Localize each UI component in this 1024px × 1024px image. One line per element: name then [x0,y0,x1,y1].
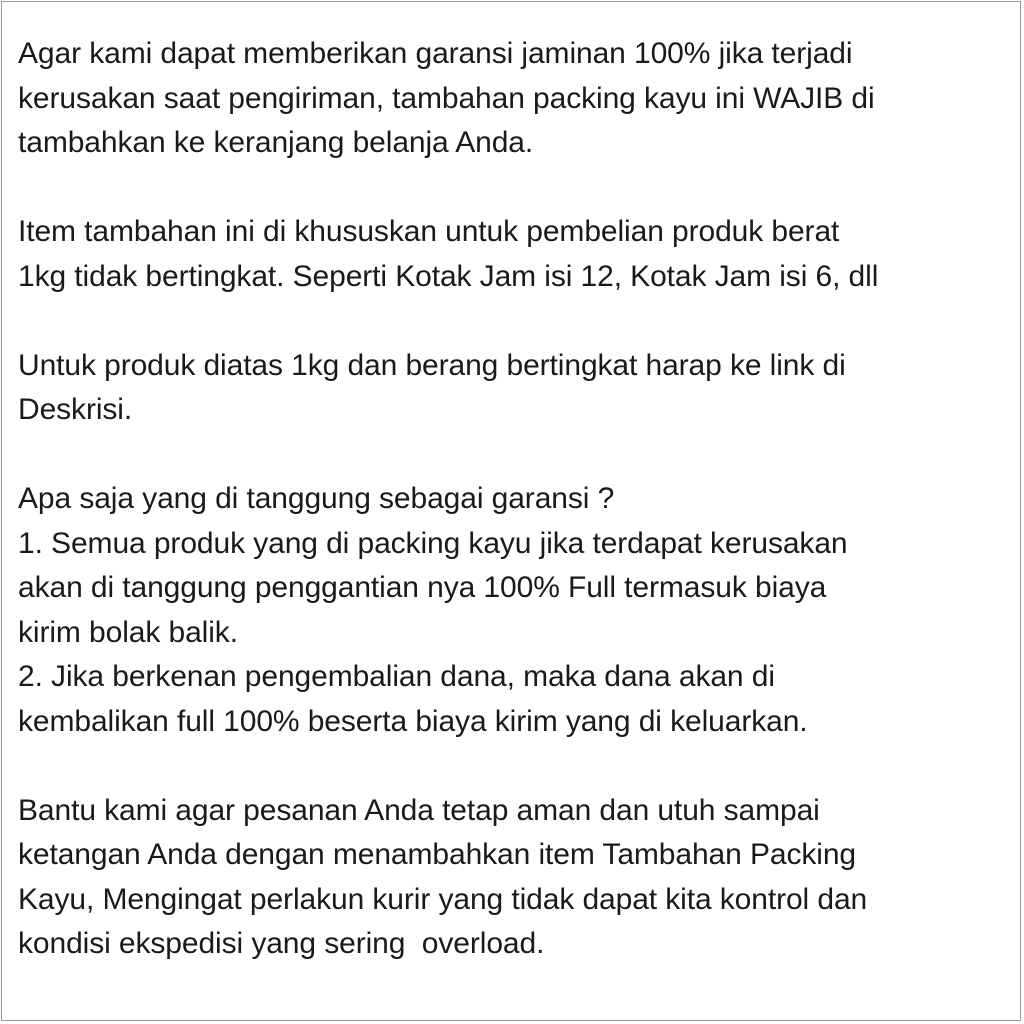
paragraph-spacer [18,299,1018,344]
paragraph-spacer [18,166,1018,211]
text-line: Bantu kami agar pesanan Anda tetap aman dan utuh sampai [18,793,820,827]
text-line: Agar kami dapat memberikan garansi jaminan 100% jika terjadi [18,37,853,70]
text-line: Apa saja yang di tanggung sebagai garansi ? [18,482,615,515]
text-line: 1kg tidak bertingkat. Seperti Kotak Jam isi 12, Kotak Jam isi 6, dll [18,259,879,293]
text-line: kembalikan full 100% beserta biaya kirim yang di keluarkan. [18,704,808,738]
text-line: 1. Semua produk yang di packing kayu jika terdapat kerusakan [18,526,848,560]
paragraph-spacer [18,433,1018,478]
document-frame [1,1,1021,1021]
text-line: kondisi ekspedisi yang sering overload. [18,927,545,960]
paragraph-heavy-products [18,344,1018,433]
text-line: kerusakan saat pengiriman, tambahan packing kayu ini WAJIB di [18,81,875,115]
text-line: Kayu, Mengingat perlakun kurir yang tidak dapat kita kontrol dan [18,882,868,916]
paragraph-warranty-coverage [18,477,1018,744]
paragraph-spacer [18,744,1018,789]
paragraph-guarantee-intro [18,32,1018,166]
text-line: Item tambahan ini di khususkan untuk pembelian produk berat [18,215,840,248]
text-line: ketangan Anda dengan menambahkan item Tambahan Packing [18,838,856,871]
text-line: kirim bolak balik. [18,615,238,649]
paragraph-closing-appeal [18,789,1018,967]
document-body [18,32,1018,967]
text-line: Deskrisi. [18,393,133,426]
text-line: 2. Jika berkenan pengembalian dana, maka dana akan di [18,660,775,693]
text-line: Untuk produk diatas 1kg dan berang bertingkat harap ke link di [18,348,846,382]
text-line: tambahkan ke keranjang belanja Anda. [18,126,534,159]
paragraph-item-scope [18,210,1018,299]
text-line: akan di tanggung penggantian nya 100% Full termasuk biaya [18,571,827,604]
